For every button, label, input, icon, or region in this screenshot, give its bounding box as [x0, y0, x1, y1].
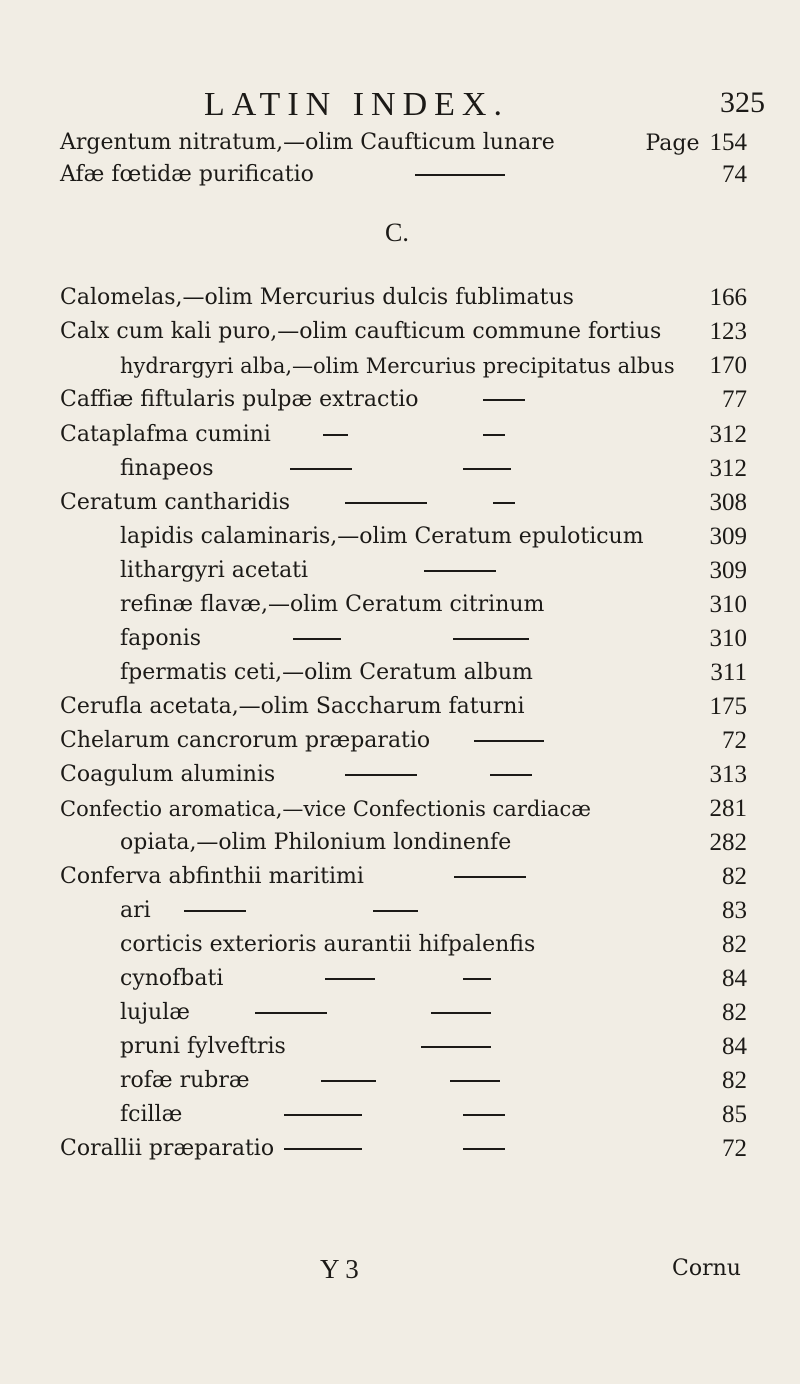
leader-dash — [255, 1012, 327, 1014]
leader-dash — [284, 1148, 362, 1150]
index-entry — [0, 1132, 800, 1166]
leader-dash — [474, 740, 544, 742]
entry-page: 312 — [709, 455, 747, 482]
entry-page: 82 — [722, 863, 747, 890]
leader-dash — [490, 774, 532, 776]
entry-page: 308 — [709, 489, 747, 516]
catchword: Cornu — [672, 1256, 741, 1281]
index-entry — [0, 588, 800, 622]
entry-text: Confectio aromatica,—vice Confectionis cardiacæ — [60, 797, 592, 821]
index-entry — [0, 418, 800, 452]
index-entry — [0, 622, 800, 656]
entry-text: Caffiæ fiftularis pulpæ extractio — [60, 387, 419, 412]
entry-text: refinæ flavæ,—olim Ceratum citrinum — [120, 592, 545, 617]
signature-mark: Y 3 — [320, 1254, 359, 1284]
entry-text: cynofbati — [120, 966, 224, 991]
leader-dash — [284, 1114, 362, 1116]
index-entry — [0, 486, 800, 520]
entry-page: 175 — [709, 693, 747, 720]
leader-dash — [325, 978, 375, 980]
index-entry — [0, 690, 800, 724]
leader-dash — [424, 570, 496, 572]
entry-page: 74 — [722, 161, 747, 188]
leader-dash — [483, 399, 525, 401]
index-entry — [0, 928, 800, 962]
entry-text: fcillæ — [120, 1102, 183, 1127]
running-header — [0, 86, 800, 126]
index-entry — [0, 554, 800, 588]
entry-page: 83 — [722, 897, 747, 924]
index-entry — [0, 383, 800, 417]
index-entry — [0, 452, 800, 486]
leader-dash — [483, 434, 505, 436]
entry-page: 82 — [722, 1067, 747, 1094]
index-entry — [0, 758, 800, 792]
leader-dash — [293, 638, 341, 640]
index-entry — [0, 1030, 800, 1064]
entry-page: 309 — [709, 523, 747, 550]
leader-dash — [463, 978, 491, 980]
index-entry — [0, 894, 800, 928]
entry-page — [645, 126, 747, 161]
entry-page: 166 — [709, 284, 747, 311]
page-footer — [0, 1254, 800, 1290]
index-entry — [0, 315, 800, 349]
header-page-number: 325 — [720, 86, 765, 119]
entry-page: 123 — [709, 318, 747, 345]
leader-dash — [321, 1080, 376, 1082]
entry-page: 170 — [709, 352, 747, 379]
entry-text: corticis exterioris aurantii hifpalenfis — [120, 932, 536, 957]
entry-text: Ceratum cantharidis — [60, 490, 291, 515]
leader-dash — [184, 910, 246, 912]
index-entry — [0, 826, 800, 860]
leader-dash — [431, 1012, 491, 1014]
leader-dash — [453, 638, 529, 640]
leader-dash — [450, 1080, 500, 1082]
entry-page: 82 — [722, 999, 747, 1026]
entry-text: faponis — [120, 626, 202, 651]
entry-text: rofæ rubræ — [120, 1068, 250, 1093]
entry-text: ari — [120, 898, 151, 923]
entry-text: hydrargyri alba,—olim Mercurius precipitatus albus — [120, 354, 675, 378]
entry-page: 84 — [722, 1033, 747, 1060]
entry-text: Corallii præparatio — [60, 1136, 275, 1161]
index-entry — [0, 1098, 800, 1132]
index-entry — [0, 724, 800, 758]
entry-page: 310 — [709, 591, 747, 618]
entry-page: 72 — [722, 1135, 747, 1162]
entry-page: 77 — [722, 386, 747, 413]
index-entry — [0, 792, 800, 826]
entry-text: Conferva abfinthii maritimi — [60, 864, 364, 889]
entry-text: lithargyri acetati — [120, 558, 309, 583]
index-entry — [0, 349, 800, 383]
entry-text: Argentum nitratum,—olim Caufticum lunare — [60, 130, 555, 155]
leader-dash — [421, 1046, 491, 1048]
index-entry — [0, 1064, 800, 1098]
leader-dash — [323, 434, 348, 436]
index-entry — [0, 860, 800, 894]
index-entry — [0, 520, 800, 554]
leader-dash — [415, 174, 505, 176]
entry-text: Chelarum cancrorum præparatio — [60, 728, 431, 753]
entry-page: 82 — [722, 931, 747, 958]
entry-page: 281 — [709, 795, 747, 822]
entry-page: 310 — [709, 625, 747, 652]
entry-page: 85 — [722, 1101, 747, 1128]
entry-text: lapidis calaminaris,—olim Ceratum epuloticum — [120, 524, 644, 549]
entry-text: Coagulum aluminis — [60, 762, 276, 787]
entry-text: Calx cum kali puro,—olim caufticum commune fortius — [60, 319, 662, 344]
leader-dash — [463, 1148, 505, 1150]
entry-page: 309 — [709, 557, 747, 584]
entry-text: opiata,—olim Philonium londinenfe — [120, 830, 512, 855]
entry-text: Calomelas,—olim Mercurius dulcis fublimatus — [60, 285, 574, 310]
page-label: Page — [645, 131, 700, 156]
leader-dash — [454, 876, 526, 878]
entry-page: 72 — [722, 727, 747, 754]
leader-dash — [373, 910, 418, 912]
entry-page: 311 — [710, 659, 747, 686]
index-entry — [0, 656, 800, 690]
index-entry — [0, 962, 800, 996]
index-entry — [0, 996, 800, 1030]
entry-page: 313 — [709, 761, 747, 788]
entry-text: Cataplafma cumini — [60, 422, 271, 447]
leader-dash — [463, 1114, 505, 1116]
section-heading: C. — [385, 218, 409, 247]
entry-page: 312 — [709, 421, 747, 448]
entry-text: Afæ fœtidæ purificatio — [60, 162, 314, 187]
entry-page-number: 154 — [709, 129, 747, 156]
entry-text: Cerufla acetata,—olim Saccharum faturni — [60, 694, 525, 719]
leader-dash — [345, 774, 417, 776]
entry-page: 84 — [722, 965, 747, 992]
leader-dash — [290, 468, 352, 470]
entry-text: lujulæ — [120, 1000, 190, 1025]
leader-dash — [463, 468, 511, 470]
header-title: LATIN INDEX. — [204, 86, 509, 123]
index-entry — [0, 158, 800, 192]
index-entry — [0, 281, 800, 315]
leader-dash — [345, 502, 427, 504]
entry-text: finapeos — [120, 456, 214, 481]
leader-dash — [493, 502, 515, 504]
entry-text: pruni fylveftris — [120, 1034, 286, 1059]
index-entry — [0, 126, 800, 160]
entry-text: fpermatis ceti,—olim Ceratum album — [120, 660, 533, 685]
entry-page: 282 — [709, 829, 747, 856]
